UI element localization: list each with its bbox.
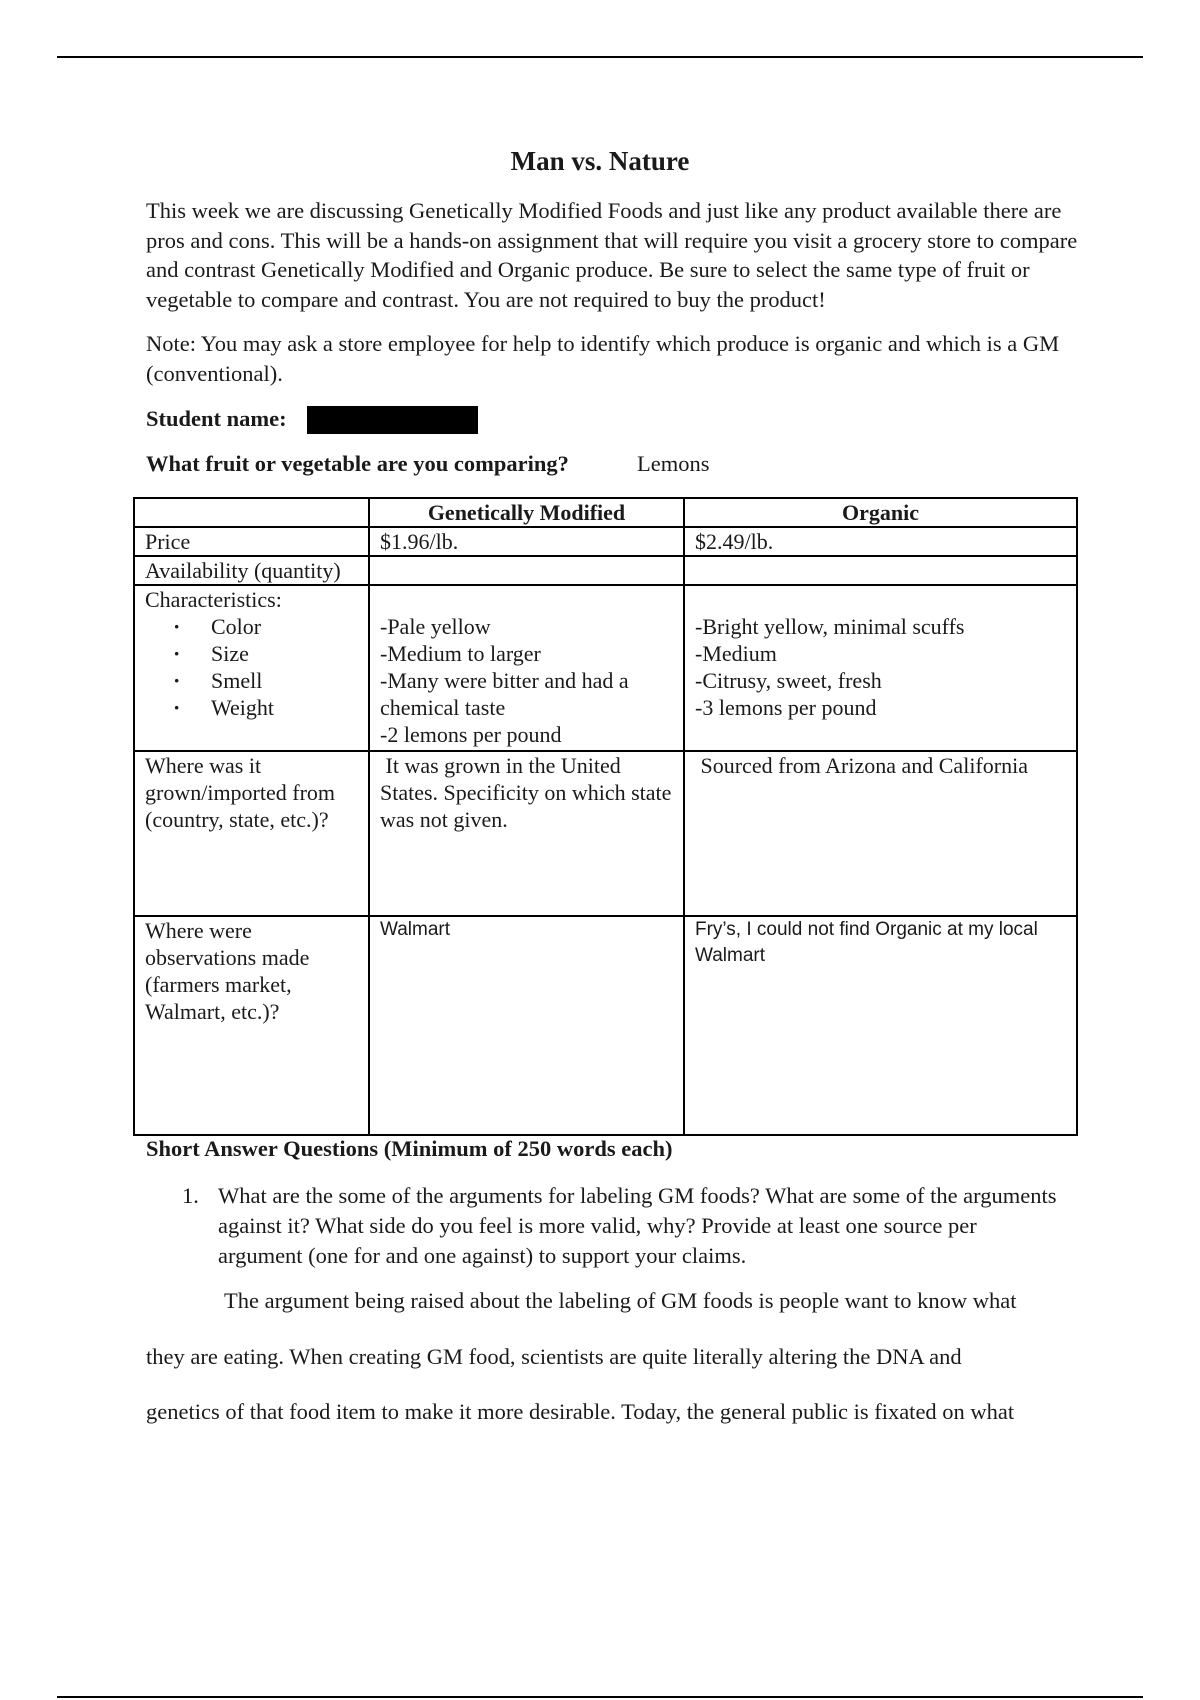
organic-smell: -Citrusy, sweet, fresh: [695, 668, 882, 693]
question-1: [182, 1181, 1062, 1271]
characteristic-size: · Size: [173, 640, 358, 667]
organic-weight: -3 lemons per pound: [695, 695, 877, 720]
question-1-text: What are the some of the arguments for labeling GM foods? What are some of the arguments against it? What side do you feel is more valid, why? Provide at least one source per argument (one for and one against) to support your claims.: [218, 1183, 1057, 1268]
availability-gm: [369, 556, 684, 585]
origin-gm: It was grown in the United States. Specificity on which state was not given.: [369, 751, 684, 916]
question-1-number: 1.: [182, 1183, 199, 1208]
comparison-answer: Lemons: [637, 451, 710, 476]
characteristics-gm: [369, 585, 684, 751]
table-row-origin: [134, 751, 1077, 916]
header-organic: Organic: [684, 498, 1077, 527]
table-row-price: [134, 527, 1077, 556]
observation-organic: Fry’s, I could not find Organic at my local Walmart: [684, 916, 1077, 1135]
price-label: Price: [134, 527, 369, 556]
table-row-observation: [134, 916, 1077, 1135]
short-answer-heading: Short Answer Questions (Minimum of 250 words each): [146, 1136, 673, 1161]
bottom-rule: [57, 1696, 1143, 1698]
header-gm: Genetically Modified: [369, 498, 684, 527]
answer-line-3: genetics of that food item to make it more desirable. Today, the general public is fixated on what: [146, 1399, 1015, 1424]
student-name-label: Student name:: [146, 406, 287, 431]
characteristic-color: · Color: [173, 613, 358, 640]
intro-paragraph: This week we are discussing Genetically Modified Foods and just like any product available there are pros and cons. This will be a hands-on assignment that will require you visit a grocery store to compare and contrast Genetically Modified and Organic produce. Be sure to select the same type of fruit or vegetable to compare and contrast. You are not required to buy the product!: [146, 198, 1078, 312]
characteristics-cell: [134, 585, 369, 751]
availability-label: Availability (quantity): [134, 556, 369, 585]
gm-smell: -Many were bitter and had a chemical taste: [380, 668, 629, 720]
answer-line-2: they are eating. When creating GM food, scientists are quite literally altering the DNA and: [146, 1344, 962, 1369]
answer-line-1: The argument being raised about the labeling of GM foods is people want to know what: [224, 1288, 1017, 1313]
availability-organic: [684, 556, 1077, 585]
gm-size: -Medium to larger: [380, 641, 541, 666]
organic-size: -Medium: [695, 641, 777, 666]
price-gm: $1.96/lb.: [369, 527, 684, 556]
characteristics-list: [145, 613, 358, 721]
note-paragraph: Note: You may ask a store employee for help to identify which produce is organic and which is a GM (conventional).: [146, 331, 1060, 386]
origin-label: Where was it grown/imported from (country, state, etc.)?: [134, 751, 369, 916]
table-row-characteristics: [134, 585, 1077, 751]
table-header-row: [134, 498, 1077, 527]
organic-color: -Bright yellow, minimal scuffs: [695, 614, 965, 639]
gm-weight: -2 lemons per pound: [380, 722, 562, 747]
document-title: Man vs. Nature: [510, 146, 690, 176]
characteristic-smell: · Smell: [173, 667, 358, 694]
gm-color: -Pale yellow: [380, 614, 491, 639]
characteristic-weight: · Weight: [173, 694, 358, 721]
top-rule: [57, 56, 1143, 58]
origin-organic: Sourced from Arizona and California: [684, 751, 1077, 916]
table-row-availability: [134, 556, 1077, 585]
comparison-question: What fruit or vegetable are you comparing?: [146, 451, 569, 476]
observation-label: Where were observations made (farmers market, Walmart, etc.)?: [134, 916, 369, 1135]
price-organic: $2.49/lb.: [684, 527, 1077, 556]
characteristics-organic: [684, 585, 1077, 751]
comparison-table: [133, 497, 1078, 1136]
redacted-name-bar: [307, 406, 478, 434]
header-blank: [134, 498, 369, 527]
characteristics-label: Characteristics:: [145, 587, 282, 612]
observation-gm: Walmart: [369, 916, 684, 1135]
